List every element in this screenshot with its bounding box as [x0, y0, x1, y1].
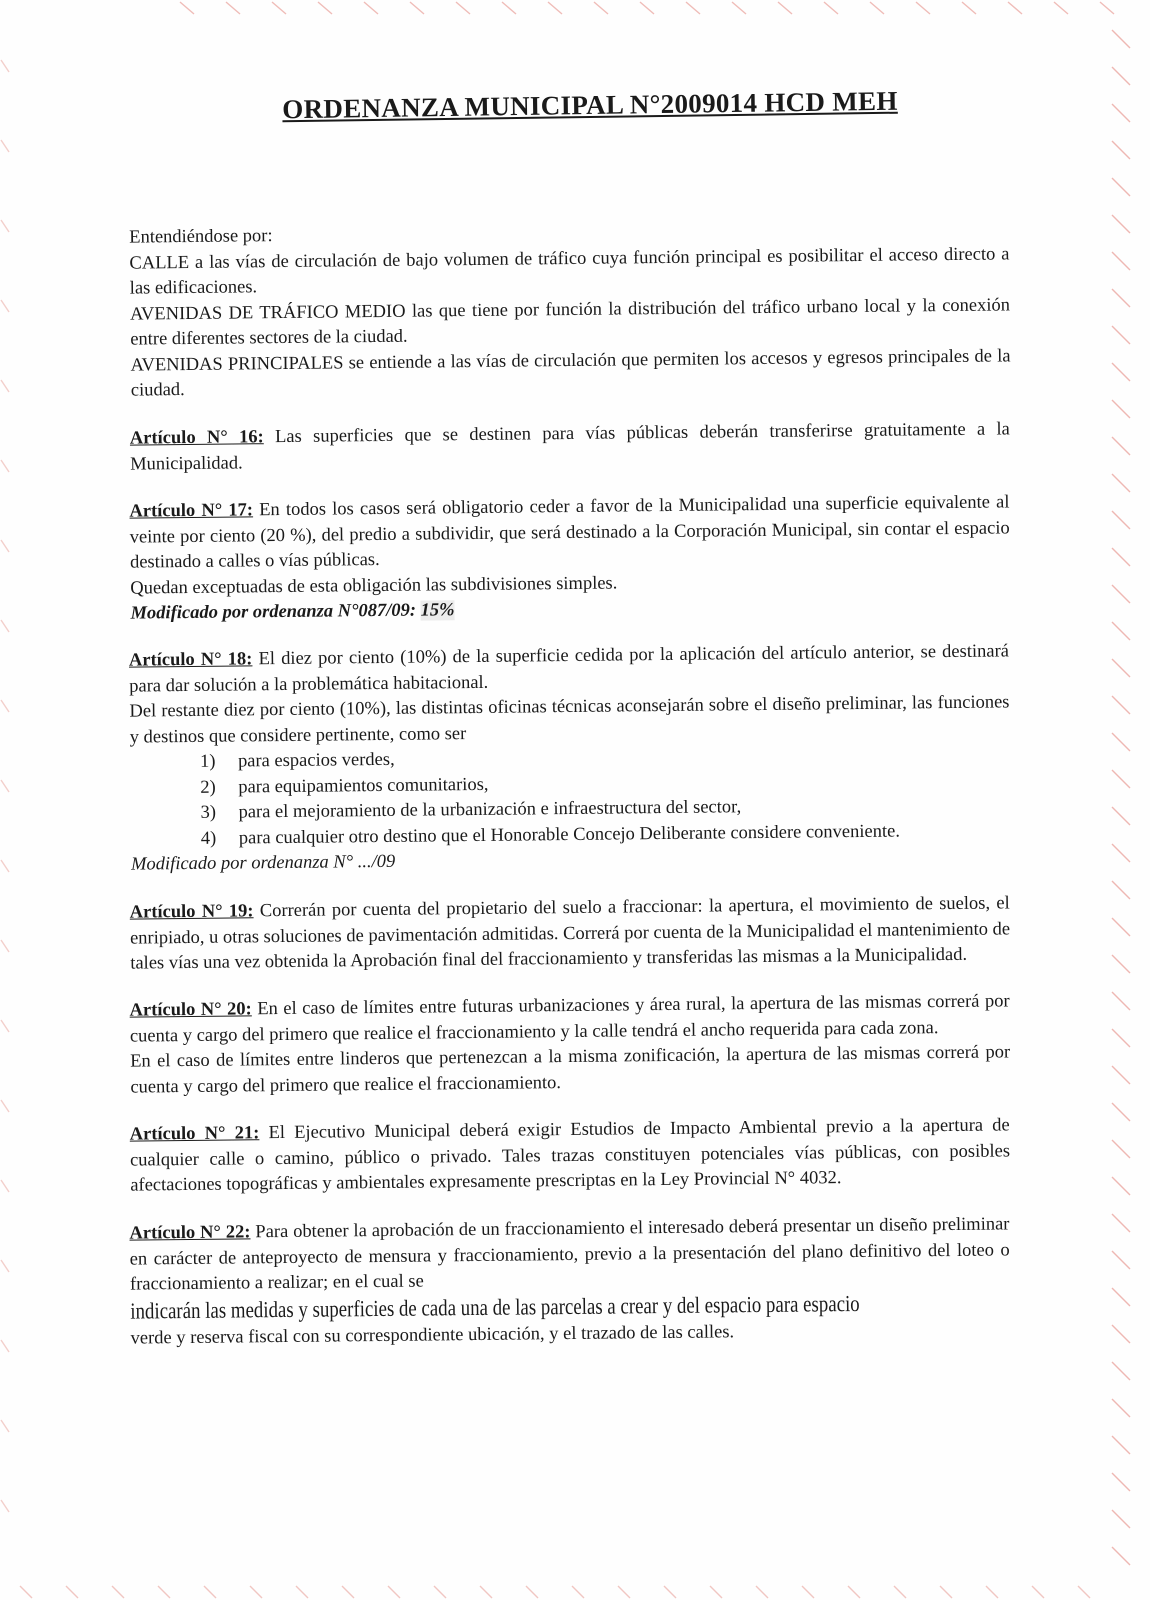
hatch-mark — [226, 2, 240, 14]
hatch-mark — [456, 2, 470, 14]
hatch-mark — [1112, 178, 1130, 196]
hatch-mark — [962, 2, 976, 14]
article-17-modification-value: 15% — [420, 599, 455, 621]
article-19-text: Correrán por cuenta del propietario del suelo a fraccionar: la apertura, el movimiento de suelos, el enripiado, u otras soluciones de pavimentación admitidas. Correrá por cuenta de la Municipalidad el mantenimiento de tales vías una vez obtenida la Aprobación final del fraccionamiento y transferidas las mismas a la Municipalidad. — [129, 892, 1011, 974]
hatch-mark — [618, 1586, 630, 1598]
hatch-mark — [1112, 474, 1130, 492]
hatch-mark — [1112, 1510, 1130, 1528]
article-22-text: Para obtener la aprobación de un fraccionamiento el interesado deberá presentar un diseño preliminar en carácter de anteproyecto de mensura y fraccionamiento, previo a la presentación del plano definitivo del loteo o fraccionamiento a realizar; en el cual se — [129, 1213, 1010, 1295]
hatch-mark — [502, 2, 516, 14]
hatch-mark — [572, 1586, 584, 1598]
hatch-mark — [1, 780, 9, 792]
hatch-mark — [342, 1586, 354, 1598]
hatch-mark — [1112, 659, 1130, 677]
hatch-mark — [802, 1586, 814, 1598]
hatch-mark — [664, 1586, 676, 1598]
hatch-mark — [1112, 622, 1130, 640]
hatch-mark — [1032, 1586, 1044, 1598]
hatch-mark — [480, 1586, 492, 1598]
hatch-mark — [1112, 807, 1130, 825]
hatch-mark — [410, 2, 424, 14]
hatch-mark — [548, 2, 562, 14]
hatch-mark — [1078, 1586, 1090, 1598]
hatch-mark — [1112, 1214, 1130, 1232]
article-20 — [129, 989, 1010, 1100]
article-17-text: En todos los casos será obligatorio ceder a favor de la Municipalidad una superficie equivalente al veinte por ciento (20 %), del predio a subdividir, que será destinado a la Corporación Municipal, sin contar el espacio destinado a calles o vías públicas. — [129, 491, 1010, 573]
hatch-mark — [1, 1020, 9, 1032]
hatch-mark — [1112, 400, 1130, 418]
article-19 — [130, 891, 1011, 977]
hatch-mark — [1, 1500, 9, 1512]
definition-avenidas-medio: AVENIDAS DE TRÁFICO MEDIO las que tiene por función la distribución del tráfico urbano local y la conexión entre diferentes sectores de la ciudad. — [129, 294, 1011, 350]
hatch-mark — [1112, 215, 1130, 233]
hatch-mark — [986, 1586, 998, 1598]
hatch-mark — [686, 2, 700, 14]
article-21 — [130, 1113, 1011, 1199]
hatch-mark — [20, 1586, 32, 1598]
hatch-mark — [1112, 326, 1130, 344]
hatch-mark — [1112, 844, 1130, 862]
hatch-mark — [1112, 733, 1130, 751]
hatch-mark — [1, 140, 9, 152]
hatch-mark — [778, 2, 792, 14]
hatch-mark — [1054, 2, 1068, 14]
definition-avenidas-principales: AVENIDAS PRINCIPALES se entiende a las vías de circulación que permiten los accesos y egresos principales de la ciudad. — [130, 345, 1011, 401]
hatch-mark — [1112, 548, 1130, 566]
hatch-mark — [1112, 881, 1130, 899]
hatch-mark — [1112, 585, 1130, 603]
hatch-mark — [204, 1586, 216, 1598]
hatch-mark — [594, 2, 608, 14]
hatch-mark — [640, 2, 654, 14]
hatch-mark — [1, 1260, 9, 1272]
hatch-mark — [1112, 511, 1130, 529]
hatch-mark — [1112, 363, 1130, 381]
list-item: 3) para el mejoramiento de la urbanización e infraestructura del sector, — [200, 797, 742, 823]
article-16 — [130, 417, 1010, 477]
hatch-mark — [1, 620, 9, 632]
hatch-mark — [1112, 1399, 1130, 1417]
hatch-mark — [388, 1586, 400, 1598]
hatch-mark — [1, 860, 9, 872]
hatch-mark — [1112, 770, 1130, 788]
hatch-mark — [1, 940, 9, 952]
hatch-mark — [1112, 992, 1130, 1010]
hatch-mark — [1112, 289, 1130, 307]
article-18-label: Artículo N° 18: — [128, 649, 253, 671]
document-body — [130, 80, 1010, 1347]
article-17-label: Artículo N° 17: — [129, 499, 254, 522]
hatch-mark — [1112, 1473, 1130, 1491]
hatch-mark — [1, 1100, 9, 1112]
list-item: 2) para equipamientos comunitarios, — [200, 774, 489, 798]
hatch-mark — [1112, 955, 1130, 973]
article-18-modification: Modificado por ordenanza N° .../09 — [130, 851, 396, 875]
article-18-text2: Del restante diez por ciento (10%), las distintas oficinas técnicas aconsejarán sobre el diseño preliminar, las funciones y destinos que considere pertinente, como ser — [129, 692, 1010, 748]
hatch-mark — [1, 540, 9, 552]
hatch-mark — [1112, 1251, 1130, 1269]
hatch-mark — [1, 1420, 9, 1432]
article-16-text: Las superficies que se destinen para vías públicas deberán transferirse gratuitamente a la Municipalidad. — [130, 418, 1010, 474]
article-20-label: Artículo N° 20: — [129, 999, 252, 1021]
list-item: 4) para cualquier otro destino que el Honorable Concejo Deliberante considere conveniente. — [200, 821, 901, 849]
hatch-mark — [250, 1586, 262, 1598]
hatch-mark — [1, 380, 9, 392]
hatch-mark — [1, 460, 9, 472]
hatch-mark — [1, 700, 9, 712]
article-18-list — [130, 741, 1011, 852]
hatch-mark — [940, 1586, 952, 1598]
article-22-condensed-text: indicarán las medidas y superficies de cada una de las parcelas a crear y del espacio para espacio — [130, 1289, 860, 1323]
hatch-mark — [848, 1586, 860, 1598]
article-17 — [129, 490, 1010, 627]
hatch-mark — [364, 2, 378, 14]
hatch-mark — [732, 2, 746, 14]
article-18 — [129, 639, 1011, 878]
hatch-mark — [1100, 2, 1114, 14]
hatch-mark — [1112, 141, 1130, 159]
hatch-mark — [1, 1180, 9, 1192]
hatch-mark — [1, 1340, 9, 1352]
article-17-text2: Quedan exceptuadas de esta obligación las subdivisiones simples. — [130, 572, 618, 598]
article-22 — [129, 1212, 1010, 1352]
hatch-mark — [1, 300, 9, 312]
hatch-mark — [1112, 67, 1130, 85]
hatch-mark — [894, 1586, 906, 1598]
article-17-modification: Modificado por ordenanza N°087/09: — [130, 600, 421, 624]
hatch-mark — [1112, 252, 1130, 270]
hatch-mark — [1112, 1436, 1130, 1454]
hatch-mark — [1112, 1288, 1130, 1306]
article-16-label: Artículo N° 16: — [129, 426, 264, 449]
hatch-mark — [1112, 1066, 1130, 1084]
hatch-mark — [1112, 104, 1130, 122]
hatch-mark — [180, 2, 194, 14]
article-18-text: El diez por ciento (10%) de la superficie cedida por la aplicación del artículo anterior, se destinará para dar solución a la problemática habitacional. — [129, 641, 1010, 697]
article-20-text: En el caso de límites entre futuras urbanizaciones y área rural, la apertura de las mismas correrá por cuenta y cargo del primero que realice el fraccionamiento y la calle tendrá el ancho requerida para cada zona. — [129, 991, 1010, 1047]
hatch-mark — [1, 60, 9, 72]
hatch-mark — [1008, 2, 1022, 14]
hatch-mark — [434, 1586, 446, 1598]
definition-calle: CALLE a las vías de circulación de bajo volumen de tráfico cuya función principal es posibilitar el acceso directo a las edificaciones. — [129, 243, 1010, 299]
hatch-mark — [66, 1586, 78, 1598]
hatch-mark — [870, 2, 884, 14]
hatch-mark — [1112, 1103, 1130, 1121]
article-22-label: Artículo N° 22: — [129, 1221, 251, 1244]
hatch-mark — [1112, 696, 1130, 714]
hatch-mark — [1112, 1029, 1130, 1047]
article-20-text2: En el caso de límites entre linderos que pertenezcan a la misma zonificación, la apertura de las mismas correrá por cuenta y cargo del primero que realice el fraccionamiento. — [130, 1042, 1011, 1098]
hatch-mark — [756, 1586, 768, 1598]
definitions-section — [129, 216, 1011, 404]
definitions-intro: Entendiéndose por: — [129, 226, 273, 248]
hatch-mark — [1112, 1325, 1130, 1343]
hatch-mark — [1112, 1177, 1130, 1195]
list-item: 1) para espacios verdes, — [199, 749, 395, 772]
hatch-mark — [1112, 918, 1130, 936]
hatch-mark — [112, 1586, 124, 1598]
hatch-mark — [318, 2, 332, 14]
article-22-text-end: verde y reserva fiscal con su correspondiente ubicación, y el trazado de las calles. — [130, 1321, 735, 1349]
hatch-mark — [1, 220, 9, 232]
article-19-label: Artículo N° 19: — [129, 900, 254, 923]
hatch-mark — [1112, 1362, 1130, 1380]
hatch-mark — [272, 2, 286, 14]
article-21-label: Artículo N° 21: — [129, 1123, 260, 1145]
hatch-mark — [824, 2, 838, 14]
hatch-mark — [1112, 1547, 1130, 1565]
page-title: ORDENANZA MUNICIPAL N°2009014 HCD MEH — [282, 85, 898, 125]
hatch-mark — [916, 2, 930, 14]
hatch-mark — [296, 1586, 308, 1598]
hatch-mark — [158, 1586, 170, 1598]
hatch-mark — [1112, 1140, 1130, 1158]
hatch-mark — [710, 1586, 722, 1598]
hatch-mark — [1112, 437, 1130, 455]
article-21-text: El Ejecutivo Municipal deberá exigir Estudios de Impacto Ambiental previo a la apertura de cualquier calle o camino, público o privado. Tales trazas constituyen potenciales vías públicas, con posibles afectaciones topográficas y ambientales expresamente prescriptas en la Ley Provincial N° 4032. — [129, 1115, 1011, 1196]
hatch-mark — [526, 1586, 538, 1598]
hatch-mark — [1112, 30, 1130, 48]
